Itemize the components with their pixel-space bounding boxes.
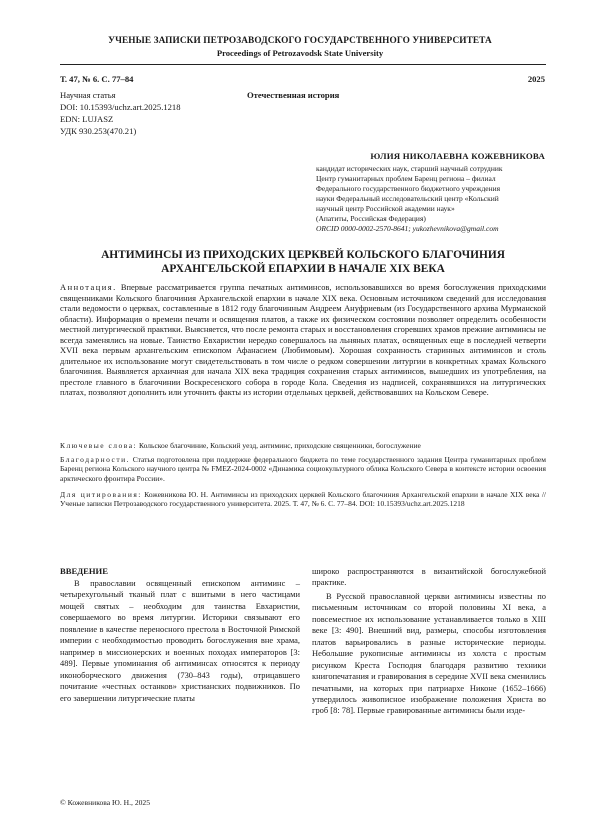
affiliation-line: Центр гуманитарных проблем Баренц региона – филиал — [316, 174, 496, 183]
keywords — [60, 441, 546, 450]
left-column — [60, 578, 300, 704]
doi: DOI: 10.15393/uchz.art.2025.1218 — [60, 102, 181, 112]
paragraph: В православии освященный епископом антиминс – четырехугольный тканый плат с вшитыми в него частицами мощей святых – необходим для таинства Евхаристии, совершаемого во время литургии. Историки связывают его появление в качестве переносного престола в Восточной Римской империи с необходимостью проводить богослужения вне храма, например в миссионерских и военных походах императоров [3: 489]. Первые упоминания об антиминсах относятся к периоду иконоборческого движения (730–843 годы), отрицавшего почитание «честных останков» христианских подвижников. По его завершении литургические платы — [60, 578, 300, 703]
year: 2025 — [527, 74, 545, 84]
author-name: ЮЛИЯ НИКОЛАЕВНА КОЖЕВНИКОВА — [370, 151, 545, 161]
paragraph: В Русской православной церкви антиминсы известны по письменным источникам со второй половины XI века, а повсеместное их использование устанавливается только в XIII веке [3: 490]. Внешний вид, размеры, способы изготовления платов варьировались в разные исторические периоды. Небольшие рукописные антиминсы из холста с простым рисунком Креста Господня благодаря развитию техники книгопечатания и гравирования в середине XVII века сменились печатными, на которых при патриархе Никоне (1652–1666) утвердилось живописное изображение положения Христа во гроб [8: 78]. Первые гравированные антиминсы были изде- — [312, 590, 546, 716]
edn: EDN: LUJASZ — [60, 114, 114, 124]
abstract-label: Аннотация. — [60, 282, 117, 292]
article-title — [60, 248, 546, 276]
title-line: АНТИМИНСЫ ИЗ ПРИХОДСКИХ ЦЕРКВЕЙ КОЛЬСКОГО БЛАГОЧИНИЯ — [101, 249, 505, 261]
title-line: АРХАНГЕЛЬСКОЙ ЕПАРХИИ В НАЧАЛЕ XIX ВЕКА — [161, 263, 445, 275]
keywords-label: Ключевые слова: — [60, 441, 138, 450]
affiliation-line: (Апатиты, Российская Федерация) — [316, 214, 426, 223]
keywords-text: Кольское благочиние, Кольский уезд, антиминс, приходские священники, богослужение — [139, 441, 421, 450]
acknowledgments-text: Статья подготовлена при поддержке федерального бюджета по теме государственного задания Центра гуманитарных проблем Баренц региона Кольского научного центра № FMEZ-2024-0002 «Динамика социокультурного облика Кольского Севера в контексте истории освоения арктического фронтира России». — [60, 455, 547, 483]
orcid-email: ORCID 0000-0002-2570-8641; yukozhevnikova@gmail.com — [316, 224, 499, 233]
acknowledgments — [60, 455, 546, 483]
affiliation-line: науки Федеральный исследовательский центр «Кольский — [316, 194, 499, 203]
citation-label: Для цитирования: — [60, 490, 142, 499]
citation-text: Кожевникова Ю. Н. Антиминсы из приходских церквей Кольского благочиния Архангельской епархии в начале XIX века // Ученые записки Петрозаводского государственного университета. 2025. Т. 47, № 6. С. 77–84. DOI: 10.15393/uchz.art.2025.1218 — [60, 490, 547, 509]
acknowledgments-label: Благодарности. — [60, 455, 131, 464]
volume-pages: Т. 47, № 6. С. 77–84 — [60, 74, 134, 84]
paragraph: широко распространяются в византийской богослужебной практике. — [312, 566, 546, 588]
journal-title-en: Proceedings of Petrozavodsk State University — [216, 48, 384, 58]
header-rule — [60, 64, 546, 65]
right-column — [312, 566, 546, 717]
copyright: © Кожевникова Ю. Н., 2025 — [60, 798, 151, 807]
udc: УДК 930.253(470.21) — [60, 126, 137, 136]
affiliation-line: кандидат исторических наук, старший научный сотрудник — [316, 164, 503, 173]
section-name: Отечественная история — [247, 90, 340, 100]
section-heading: ВВЕДЕНИЕ — [60, 566, 108, 576]
author-affiliation — [316, 164, 556, 234]
affiliation-line: научный центр Российской академии наук» — [316, 204, 455, 213]
article-type: Научная статья — [60, 90, 116, 100]
abstract-text: Впервые рассматривается группа печатных антиминсов, использовавшихся во время богослужения приходскими священниками Кольского благочиния Архангельской епархии в начале XIX века. Основным источником сведений для исследования стали ведомости о церквах, составленные в 1812 году благочинным Андреем Ануфриевым (из Государственного архива Мурманской области). Информация о времени печати и освящения платов, а также их физическом состоянии позволяет определить особенности местной литургической практики. Выясняется, что после ремонта старых и восстановления сгоревших храмов прежние антиминсы не всегда заменялись на новые. Таинство Евхаристии нередко совершалось на льняных платах, освященных еще в последней четверти XVII века первым архангельским епископом Афанасием (Любимовым). Хорошая сохранность старинных антиминсов и столь длительное их использование могут свидетельствовать в том числе о редком совершении литургии в конкретных храмах Кольского благочиния. Выявляется архаичная для начала XIX века традиция сохранения старых антиминсов, вышедших из употребления, на престоле главного в благочинии Воскресенского собора в городе Кола. Сведения из надписей, сохранявшихся на литургических платах, позволяют дополнить или уточнить факты из истории отдельных церквей, действовавших на Кольском Севере. — [60, 282, 546, 398]
affiliation-line: Федерального государственного бюджетного учреждения — [316, 184, 501, 193]
citation — [60, 490, 546, 509]
abstract — [60, 282, 546, 398]
journal-title-ru: УЧЕНЫЕ ЗАПИСКИ ПЕТРОЗАВОДСКОГО ГОСУДАРСТВЕННОГО УНИВЕРСИТЕТА — [108, 36, 492, 46]
